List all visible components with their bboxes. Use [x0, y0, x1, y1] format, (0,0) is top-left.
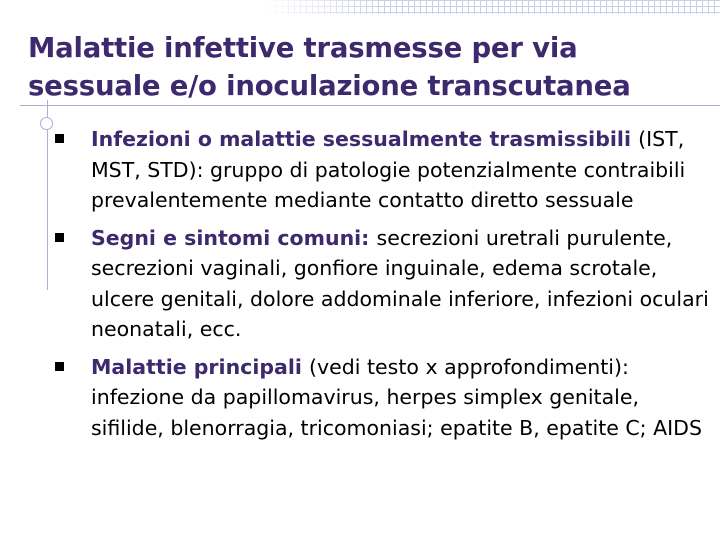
- bullet-heading: Infezioni o malattie sessualmente trasmissibili: [91, 127, 639, 151]
- bullet-text: (IST, MST, STD): gruppo di patologie potenzialmente contraibili prevalentemente mediante contatto diretto sessuale: [91, 127, 686, 212]
- bullet-item-symptoms: [55, 223, 715, 345]
- slide-title-line-1: Malattie infettive trasmesse per via: [28, 32, 578, 64]
- bullet-item-main-diseases: [55, 352, 715, 444]
- bullet-text: (vedi testo x approfondimenti): infezione da papillomavirus, herpes simplex genitale, sifilide, blenorragia, tricomoniasi; epatite B, epatite C; AIDS: [91, 354, 702, 440]
- bullet-heading: Segni e sintomi comuni:: [91, 225, 377, 250]
- decorative-grid-fade: [264, 0, 384, 14]
- bullet-item-ist-definition: [55, 124, 715, 216]
- bullet-list: [55, 124, 715, 443]
- square-bullet-icon: [55, 362, 64, 371]
- bullet-text: secrezioni uretrali purulente, secrezioni vaginali, gonfiore inguinale, edema scrotale, ulcere genitali, dolore addominale inferiore, infezioni oculari neonatali, ecc.: [91, 225, 709, 341]
- slide-title-line-2: sessuale e/o inoculazione transcutanea: [28, 70, 631, 102]
- square-bullet-icon: [55, 233, 64, 242]
- slide-title: [28, 29, 718, 105]
- decorative-horizontal-line: [20, 105, 720, 106]
- square-bullet-icon: [55, 134, 64, 143]
- bullet-heading: Malattie principali: [91, 354, 310, 379]
- decorative-circle: [40, 117, 53, 130]
